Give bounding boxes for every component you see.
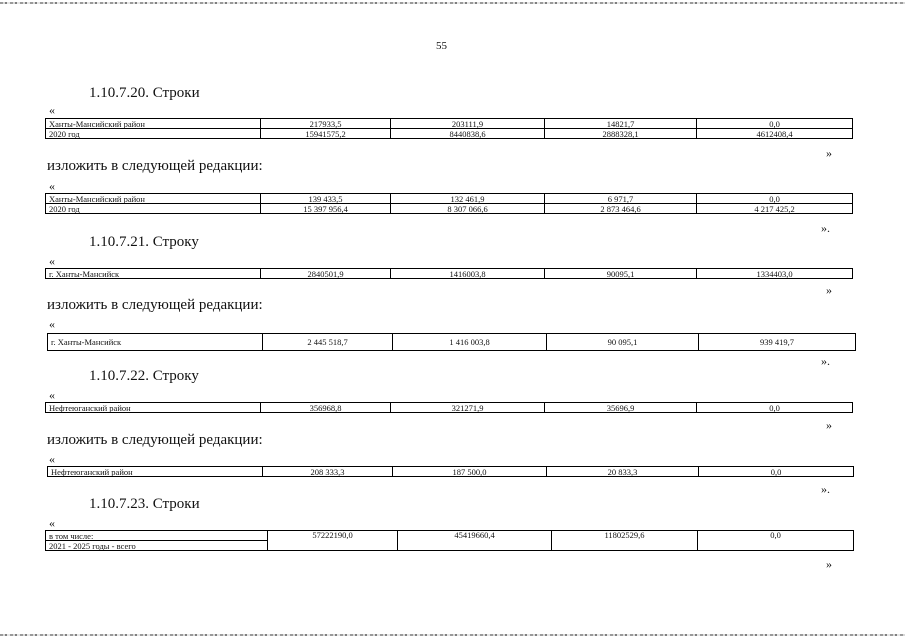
row-name: Ханты-Мансийский район bbox=[46, 119, 261, 129]
value-cell: 35696,9 bbox=[545, 403, 697, 413]
open-quote: « bbox=[49, 317, 55, 331]
replace-instruction: изложить в следующей редакции: bbox=[47, 297, 263, 313]
row-name: 2020 год bbox=[46, 129, 261, 139]
table-row bbox=[48, 334, 856, 351]
value-cell: 20 833,3 bbox=[547, 467, 699, 477]
revised-table bbox=[45, 193, 853, 214]
value-cell: 321271,9 bbox=[391, 403, 545, 413]
value-cell: 208 333,3 bbox=[263, 467, 393, 477]
value-cell: 6 971,7 bbox=[545, 194, 697, 204]
value-cell: 2 873 464,6 bbox=[545, 204, 697, 214]
scan-edge-bottom bbox=[0, 634, 905, 636]
value-cell: 0,0 bbox=[699, 467, 854, 477]
row-name: г. Ханты-Мансийск bbox=[46, 269, 261, 279]
row-name: 2020 год bbox=[46, 204, 261, 214]
table-row bbox=[46, 531, 854, 541]
row-label: в том числе: bbox=[46, 531, 268, 541]
value-cell: 1 416 003,8 bbox=[393, 334, 547, 351]
value-cell: 2 445 518,7 bbox=[263, 334, 393, 351]
open-quote: « bbox=[49, 254, 55, 268]
value-cell: 11802529,6 bbox=[552, 531, 698, 551]
original-table bbox=[45, 530, 854, 551]
replace-instruction: изложить в следующей редакции: bbox=[47, 432, 263, 448]
row-name: Нефтеюганский район bbox=[46, 403, 261, 413]
value-cell: 2840501,9 bbox=[261, 269, 391, 279]
original-table bbox=[45, 118, 853, 139]
revised-table bbox=[47, 333, 856, 351]
value-cell: 8 307 066,6 bbox=[391, 204, 545, 214]
table-row bbox=[48, 467, 854, 477]
row-name: Ханты-Мансийский район bbox=[46, 194, 261, 204]
open-quote: « bbox=[49, 452, 55, 466]
revised-table bbox=[47, 466, 854, 477]
value-cell: 132 461,9 bbox=[391, 194, 545, 204]
value-cell: 1334403,0 bbox=[697, 269, 853, 279]
close-quote: » bbox=[826, 557, 832, 571]
section-heading: 1.10.7.21. Строку bbox=[89, 234, 199, 250]
value-cell: 203111,9 bbox=[391, 119, 545, 129]
original-table bbox=[45, 402, 853, 413]
value-cell: 0,0 bbox=[697, 194, 853, 204]
open-quote: « bbox=[49, 516, 55, 530]
original-table bbox=[45, 268, 853, 279]
table-row bbox=[46, 129, 853, 139]
value-cell: 4 217 425,2 bbox=[697, 204, 853, 214]
value-cell: 139 433,5 bbox=[261, 194, 391, 204]
value-cell: 15 397 956,4 bbox=[261, 204, 391, 214]
value-cell: 0,0 bbox=[697, 119, 853, 129]
open-quote: « bbox=[49, 388, 55, 402]
section-heading: 1.10.7.23. Строки bbox=[89, 496, 200, 512]
close-quote-period: ». bbox=[821, 482, 830, 496]
open-quote: « bbox=[49, 179, 55, 193]
value-cell: 0,0 bbox=[697, 403, 853, 413]
value-cell: 45419660,4 bbox=[398, 531, 552, 551]
open-quote: « bbox=[49, 103, 55, 117]
value-cell: 57222190,0 bbox=[268, 531, 398, 551]
table-row bbox=[46, 194, 853, 204]
page-number: 55 bbox=[436, 40, 447, 52]
value-cell: 15941575,2 bbox=[261, 129, 391, 139]
value-cell: 90095,1 bbox=[545, 269, 697, 279]
section-heading: 1.10.7.22. Строку bbox=[89, 368, 199, 384]
close-quote: » bbox=[826, 283, 832, 297]
value-cell: 4612408,4 bbox=[697, 129, 853, 139]
replace-instruction: изложить в следующей редакции: bbox=[47, 158, 263, 174]
value-cell: 0,0 bbox=[698, 531, 854, 551]
scan-edge-top bbox=[0, 2, 905, 4]
value-cell: 187 500,0 bbox=[393, 467, 547, 477]
section-heading: 1.10.7.20. Строки bbox=[89, 85, 200, 101]
row-label: 2021 - 2025 годы - всего bbox=[46, 541, 268, 551]
close-quote: » bbox=[826, 146, 832, 160]
close-quote-period: ». bbox=[821, 221, 830, 235]
table-row bbox=[46, 403, 853, 413]
close-quote-period: ». bbox=[821, 354, 830, 368]
value-cell: 356968,8 bbox=[261, 403, 391, 413]
table-row bbox=[46, 204, 853, 214]
value-cell: 90 095,1 bbox=[547, 334, 699, 351]
value-cell: 2888328,1 bbox=[545, 129, 697, 139]
table-row bbox=[46, 269, 853, 279]
value-cell: 14821,7 bbox=[545, 119, 697, 129]
row-name: Нефтеюганский район bbox=[48, 467, 263, 477]
value-cell: 1416003,8 bbox=[391, 269, 545, 279]
row-name: г. Ханты-Мансийск bbox=[48, 334, 263, 351]
value-cell: 8440838,6 bbox=[391, 129, 545, 139]
close-quote: » bbox=[826, 418, 832, 432]
value-cell: 939 419,7 bbox=[699, 334, 856, 351]
table-row bbox=[46, 119, 853, 129]
value-cell: 217933,5 bbox=[261, 119, 391, 129]
